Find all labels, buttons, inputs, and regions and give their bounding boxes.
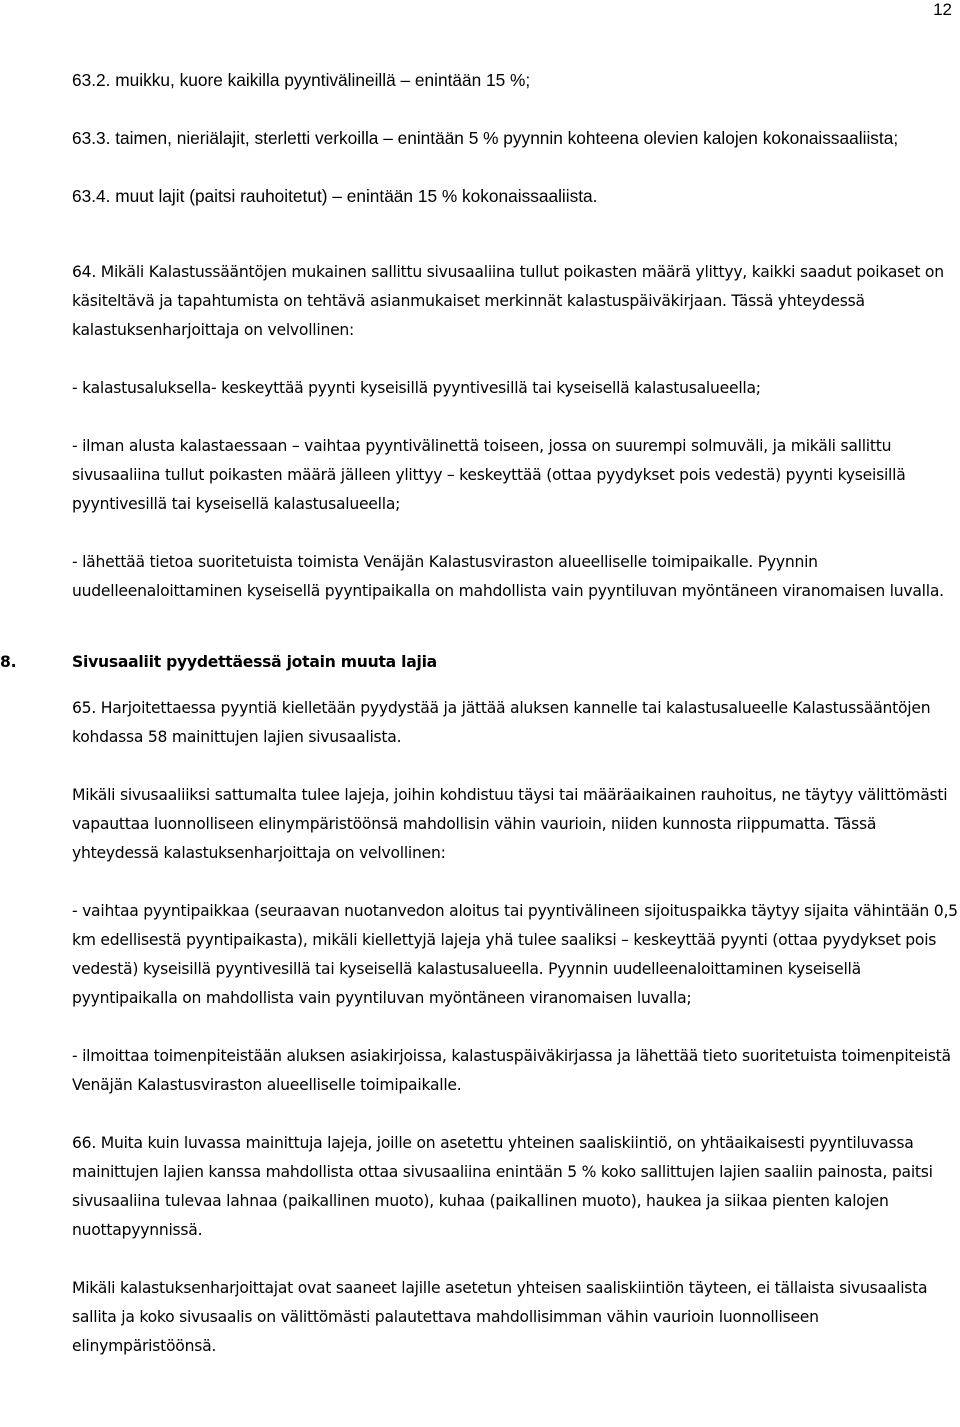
- paragraph-65: 65. Harjoitettaessa pyyntiä kielletään pyydystää ja jättää aluksen kannelle tai kalastusalueelle Kalastussääntöjen kohdassa 58 mainittujen lajien sivusaalista.: [72, 699, 931, 746]
- paragraph-64: 64. Mikäli Kalastussääntöjen mukainen sallittu sivusaaliina tullut poikasten määrä ylittyy, kaikki saadut poikaset on käsiteltävä ja tapahtumista on tehtävä asianmukaiset merkinnät kalastuspäiväkirjaan. Tässä yhteydessä kalastuksenharjoittaja on velvollinen:: [72, 263, 944, 339]
- paragraph-66-2: Mikäli kalastuksenharjoittajat ovat saaneet lajille asetetun yhteisen saaliskiintiön täyteen, ei tällaista sivusaalista sallita ja koko sivusaalis on välittömästi palautettava mahdollisimman vähin vaurioin luonnolliseen elinympäristöönsä.: [72, 1279, 928, 1355]
- item-63-2: 63.2. muikku, kuore kaikilla pyyntivälineillä – enintään 15 %;: [72, 70, 531, 90]
- paragraph-64-item-3: - lähettää tietoa suoritetuista toimista Venäjän Kalastusviraston alueelliselle toimipaikalle. Pyynnin uudelleenaloittaminen kyseisellä pyyntipaikalla on mahdollista vain pyyntiluvan myöntäneen viranomaisen luvalla.: [72, 553, 944, 600]
- paragraph-65-2: Mikäli sivusaaliiksi sattumalta tulee lajeja, joihin kohdistuu täysi tai määräaikainen rauhoitus, ne täytyy välittömästi vapauttaa luonnolliseen elinympäristöönsä mahdollisin vähin vaurioin, niiden kunnosta riippumatta. Tässä yhteydessä kalastuksenharjoittaja on velvollinen:: [72, 786, 948, 862]
- item-63-4: 63.4. muut lajit (paitsi rauhoitetut) – enintään 15 % kokonaissaaliista.: [72, 186, 598, 206]
- document-body: [0, 258, 960, 1361]
- paragraph-65-item-2: - ilmoittaa toimenpiteistään aluksen asiakirjoissa, kalastuspäiväkirjassa ja lähettää tieto suoritetuista toimenpiteistä Venäjän Kalastusviraston alueelliselle toimipaikalle.: [72, 1047, 951, 1094]
- section-8-title: Sivusaaliit pyydettäessä jotain muuta lajia: [72, 653, 437, 671]
- paragraph-64-item-1: - kalastusaluksella- keskeyttää pyynti kyseisillä pyyntivesillä tai kyseisellä kalastusalueella;: [72, 379, 761, 397]
- paragraph-64-item-2: - ilman alusta kalastaessaan – vaihtaa pyyntivälinettä toiseen, jossa on suurempi solmuväli, ja mikäli sallittu sivusaaliina tullut poikasten määrä jälleen ylittyy – keskeyttää (ottaa pyydykset pois vedestä) pyynti kyseisillä pyyntivesillä tai kyseisellä kalastusalueella;: [72, 437, 906, 513]
- list-63-items: [72, 66, 960, 211]
- paragraph-66: 66. Muita kuin luvassa mainittuja lajeja, joille on asetettu yhteinen saaliskiintiö, on yhtäaikaisesti pyyntiluvassa mainittujen lajien kanssa mahdollista ottaa sivusaaliina enintään 5 % koko sallittujen lajien saaliin painosta, paitsi sivusaaliina tulevaa lahnaa (paikallinen muoto), kuhaa (paikallinen muoto), haukea ja siikaa pienten kalojen nuottapyynnissä.: [72, 1134, 933, 1239]
- section-8-number: 8.: [0, 653, 17, 671]
- item-63-3: 63.3. taimen, nieriälajit, sterletti verkoilla – enintään 5 % pyynnin kohteena olevien kalojen kokonaissaaliista;: [72, 128, 899, 148]
- paragraph-65-item-1: - vaihtaa pyyntipaikkaa (seuraavan nuotanvedon aloitus tai pyyntivälineen sijoituspaikka täytyy sijaita vähintään 0,5 km edellisestä pyyntipaikasta), mikäli kiellettyjä lajeja yhä tulee saaliksi – keskeyttää pyynti (ottaa pyydykset pois vedestä) kyseisillä pyyntivesillä tai kyseisellä kalastusalueella. Pyynnin uudelleenaloittaminen kyseisellä pyyntipaikalla on mahdollista vain pyyntiluvan myöntäneen viranomaisen luvalla;: [72, 902, 958, 1007]
- section-8-heading: [0, 648, 960, 677]
- page-number: 12: [933, 0, 952, 19]
